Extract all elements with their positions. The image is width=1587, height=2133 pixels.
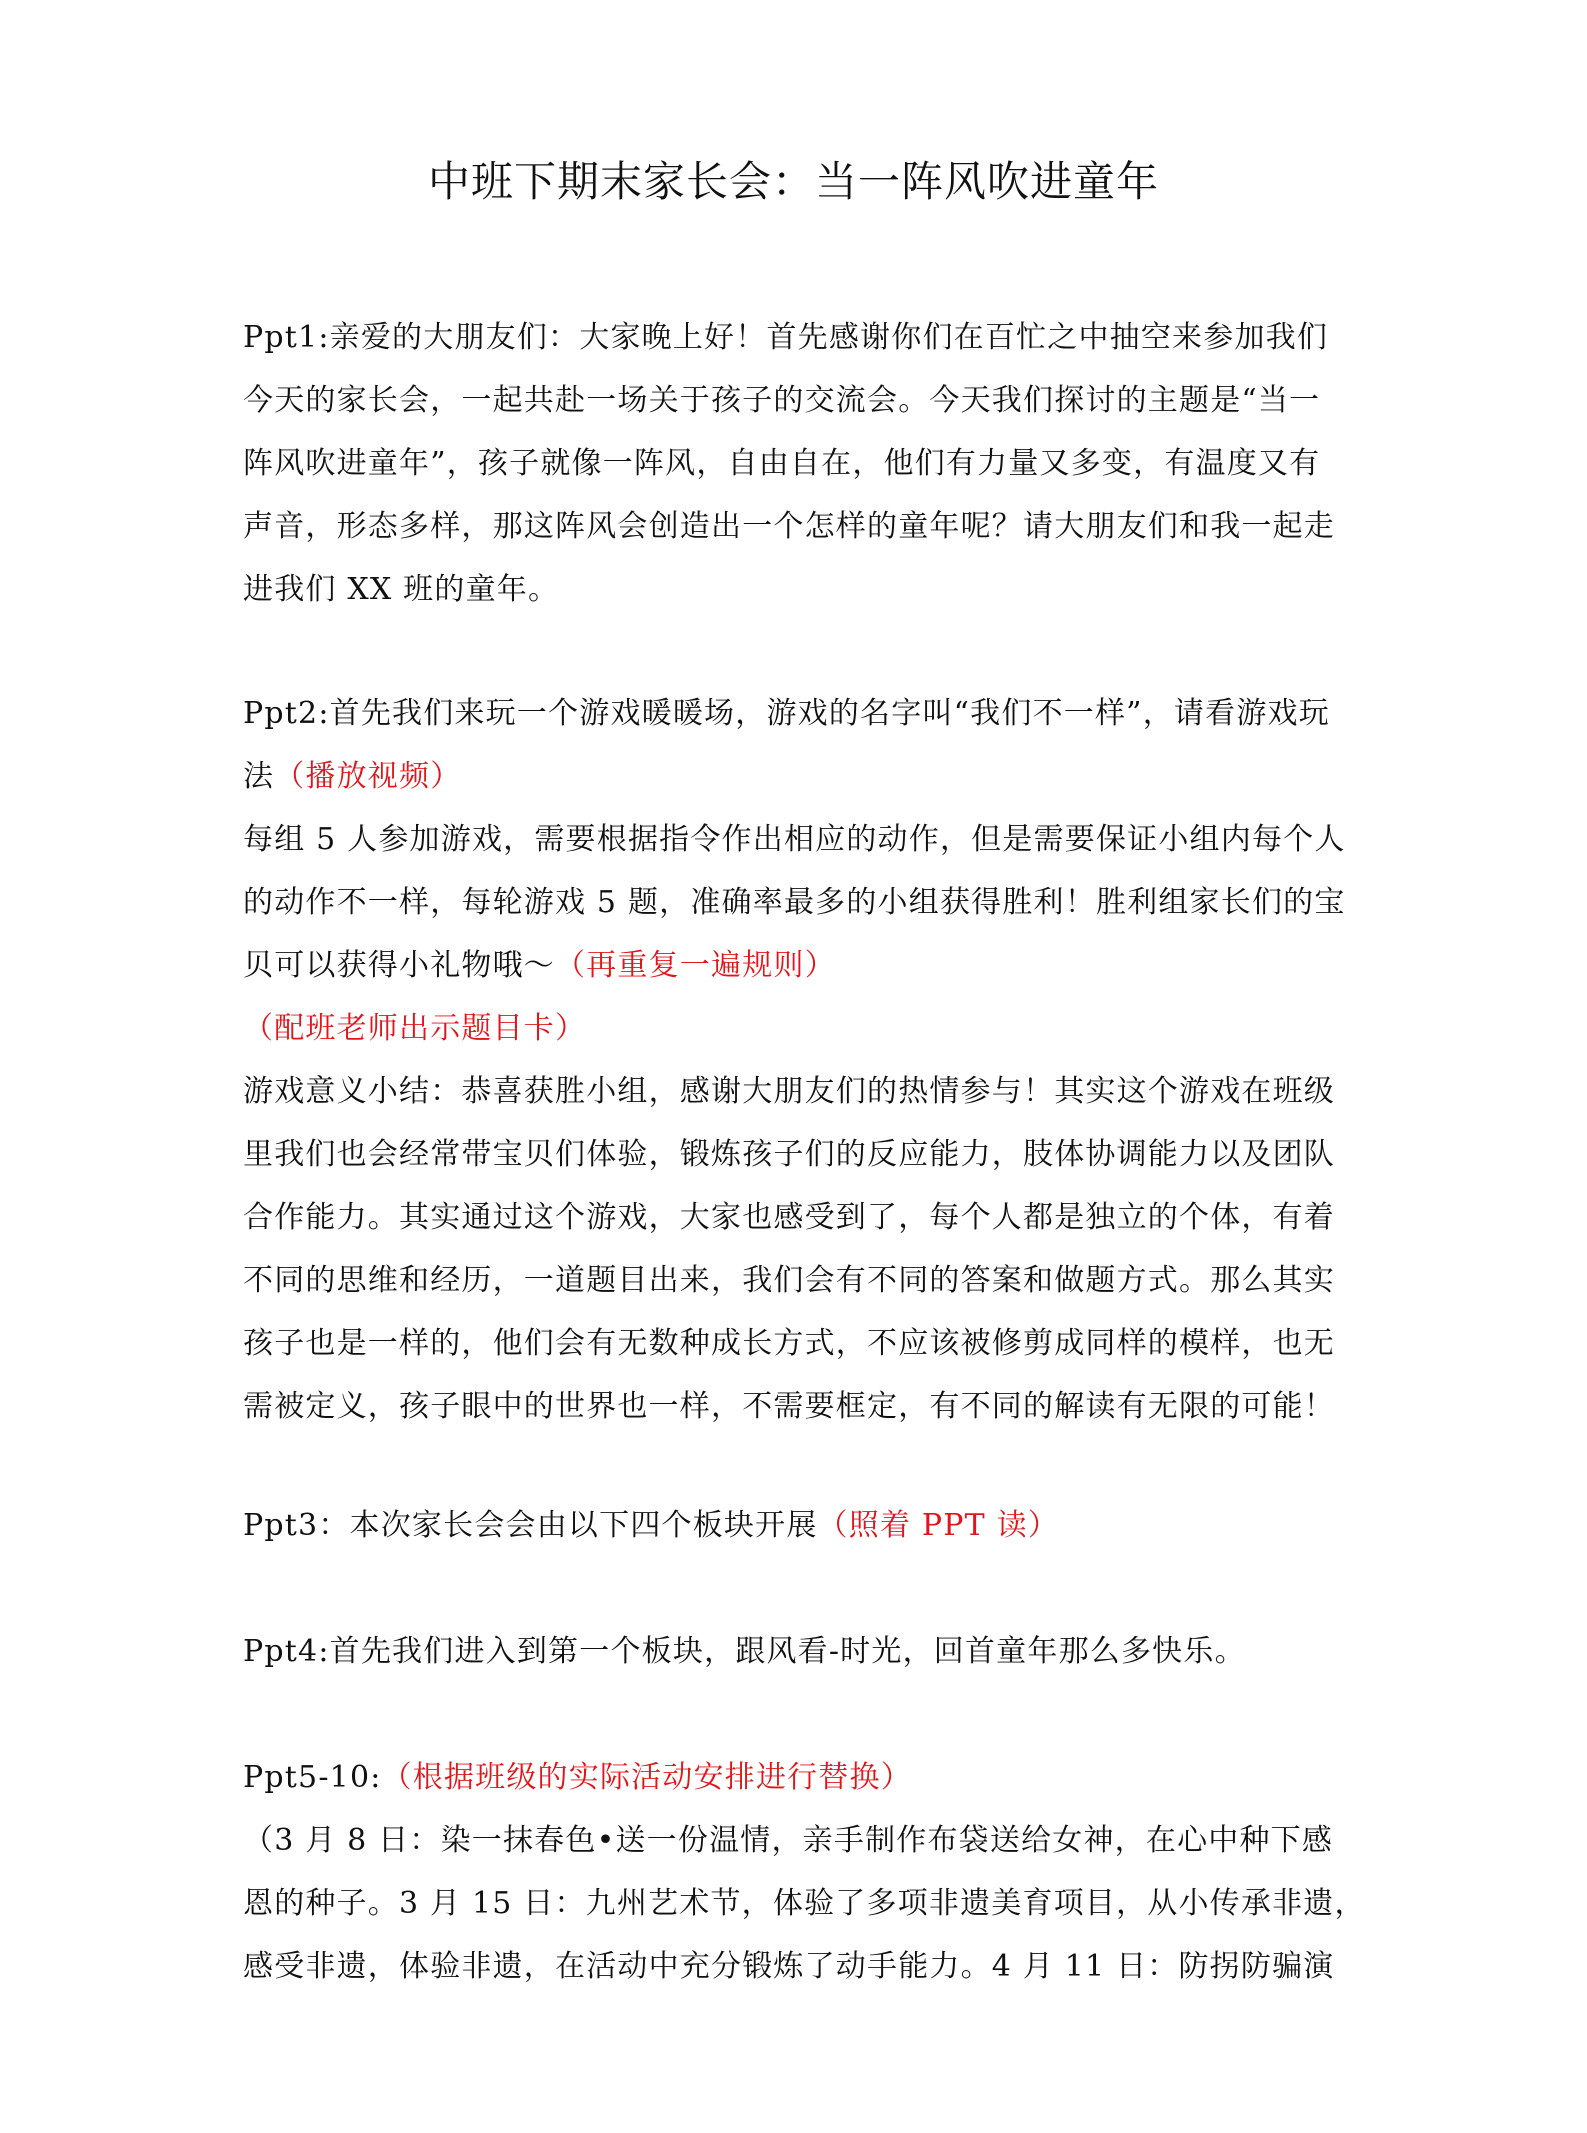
ppt3-paragraph: [243, 1494, 1353, 1557]
ppt2-rules-text: 贝可以获得小礼物哦～: [243, 948, 555, 983]
ppt1-line: Ppt1:亲爱的大朋友们：大家晚上好！首先感谢你们在百忙之中抽空来参加我们: [243, 320, 1329, 355]
ppt2-summary-line: 孩子也是一样的，他们会有无数种成长方式，不应该被修剪成同样的模样，也无: [243, 1326, 1335, 1361]
ppt2-rules-line: 每组 5 人参加游戏，需要根据指令作出相应的动作，但是需要保证小组内每个人: [243, 822, 1346, 857]
ppt1-paragraph: [243, 306, 1353, 621]
ppt5-10-paragraph: [243, 1746, 1366, 1998]
stage-note-replace-activities: （根据班级的实际活动安排进行替换）: [381, 1760, 912, 1795]
ppt2-paragraph: [243, 682, 1353, 1438]
stage-note-repeat-rules: （再重复一遍规则）: [555, 948, 836, 983]
ppt2-summary-line: 需被定义，孩子眼中的世界也一样，不需要框定，有不同的解读有无限的可能！: [243, 1389, 1335, 1424]
ppt3-text: Ppt3：本次家长会会由以下四个板块开展: [243, 1508, 818, 1543]
ppt2-summary-line: 不同的思维和经历，一道题目出来，我们会有不同的答案和做题方式。那么其实: [243, 1263, 1335, 1298]
ppt2-summary-line: 里我们也会经常带宝贝们体验，锻炼孩子们的反应能力，肢体协调能力以及团队: [243, 1137, 1335, 1172]
ppt1-line: 进我们 XX 班的童年。: [243, 572, 560, 607]
ppt5-10-line: （3 月 8 日：染一抹春色•送一份温情，亲手制作布袋送给女神，在心中种下感: [243, 1823, 1334, 1858]
stage-note-teacher-card: （配班老师出示题目卡）: [243, 1011, 587, 1046]
ppt5-10-line: 恩的种子。3 月 15 日：九州艺术节，体验了多项非遗美育项目，从小传承非遗，: [243, 1886, 1366, 1921]
ppt2-rules-line: 的动作不一样，每轮游戏 5 题，准确率最多的小组获得胜利！胜利组家长们的宝: [243, 885, 1346, 920]
ppt1-line: 阵风吹进童年”，孩子就像一阵风，自由自在，他们有力量又多变，有温度又有: [243, 446, 1321, 481]
ppt2-intro-text: 法: [243, 759, 275, 794]
stage-note-play-video: （播放视频）: [274, 759, 462, 794]
document-title: 中班下期末家长会：当一阵风吹进童年: [427, 157, 1159, 206]
ppt1-line: 声音，形态多样，那这阵风会创造出一个怎样的童年呢？请大朋友们和我一起走: [243, 509, 1335, 544]
stage-note-read-ppt: （照着 PPT 读）: [817, 1508, 1059, 1543]
ppt4-line: Ppt4:首先我们进入到第一个板块，跟风看-时光，回首童年那么多快乐。: [243, 1634, 1246, 1669]
ppt2-summary-line: 游戏意义小结：恭喜获胜小组，感谢大朋友们的热情参与！其实这个游戏在班级: [243, 1074, 1335, 1109]
ppt4-paragraph: [243, 1620, 1353, 1683]
ppt3-line: [243, 1494, 1353, 1557]
ppt5-10-label: Ppt5-10:: [243, 1760, 382, 1795]
ppt2-intro-line: Ppt2:首先我们来玩一个游戏暖暖场，游戏的名字叫“我们不一样”，请看游戏玩: [243, 696, 1330, 731]
ppt1-line: 今天的家长会，一起共赴一场关于孩子的交流会。今天我们探讨的主题是“当一: [243, 383, 1321, 418]
ppt5-10-line: 感受非遗，体验非遗，在活动中充分锻炼了动手能力。4 月 11 日：防拐防骗演: [243, 1949, 1335, 1984]
ppt2-rules-line-last: [243, 934, 1353, 997]
ppt5-10-heading: [243, 1746, 1353, 1809]
ppt2-intro-line-2: [243, 745, 1353, 808]
ppt2-summary-line: 合作能力。其实通过这个游戏，大家也感受到了，每个人都是独立的个体，有着: [243, 1200, 1335, 1235]
